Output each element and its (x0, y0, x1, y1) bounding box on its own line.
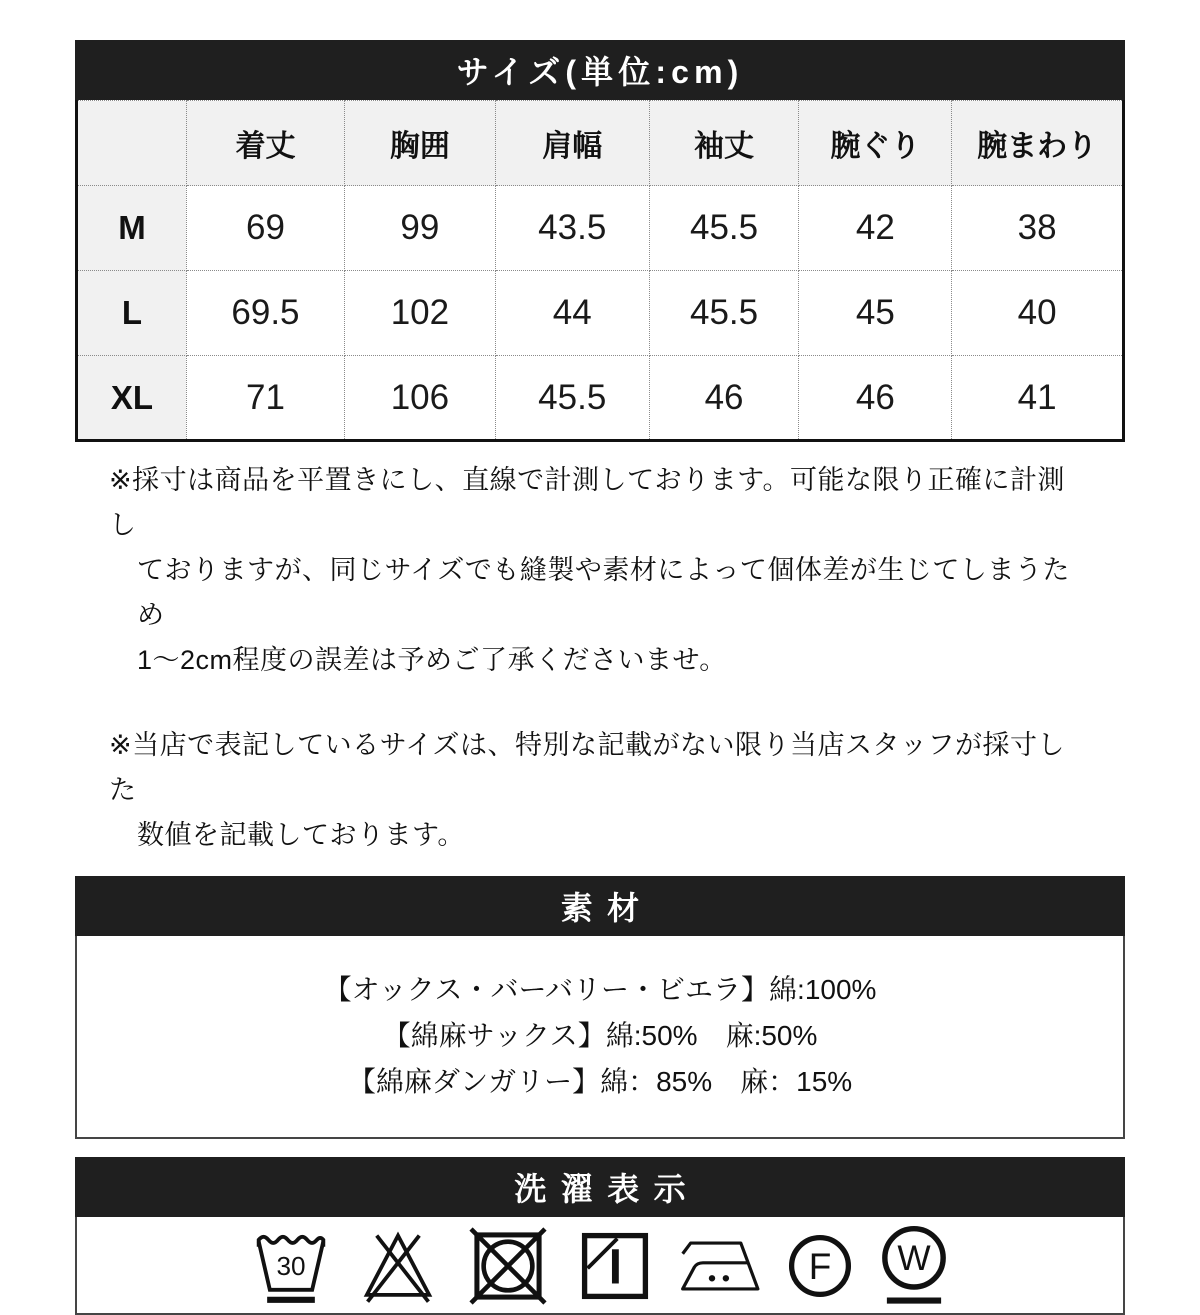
table-row-m (77, 186, 1124, 271)
size-section-title: サイズ(単位:cm) (456, 54, 744, 90)
note-line: ておりますが、同じサイズでも縫製や素材によって個体差が生じてしまうため (137, 555, 1070, 630)
note-line: 数値を記載しております。 (137, 820, 465, 850)
svg-text:F: F (808, 1245, 832, 1287)
size-table-header-row (77, 101, 1124, 186)
note-line: ※採寸は商品を平置きにし、直線で計測しております。可能な限り正確に計測し (109, 465, 1065, 540)
cell-m-arm-width: 38 (952, 186, 1124, 271)
cell-xl-sleeve: 46 (649, 356, 799, 441)
line-dry-in-shade-icon (577, 1228, 653, 1304)
svg-text:30: 30 (276, 1250, 306, 1281)
laundry-symbols-row (75, 1217, 1125, 1315)
table-row-xl (77, 356, 1124, 441)
corner-cell (77, 101, 187, 186)
material-box (75, 936, 1125, 1139)
cell-m-shoulder: 43.5 (495, 186, 649, 271)
material-line-cotton-linen-dungaree: 【綿麻ダンガリー】綿：85% 麻：15% (347, 1066, 853, 1097)
material-section (75, 876, 1125, 1139)
note-measurement-accuracy (109, 458, 1091, 683)
iron-medium-icon (680, 1239, 760, 1293)
col-header-arm-width: 腕まわり (952, 101, 1124, 186)
cell-l-sleeve: 45.5 (649, 271, 799, 356)
row-label-xl: XL (77, 356, 187, 441)
col-header-armhole: 腕ぐり (799, 101, 952, 186)
wash-30-gentle-icon (252, 1226, 330, 1306)
cell-l-shoulder: 44 (495, 271, 649, 356)
note-line: ※当店で表記しているサイズは、特別な記載がない限り当店スタッフが採寸した (109, 730, 1065, 805)
cell-m-chest: 99 (345, 186, 496, 271)
size-table (75, 100, 1125, 442)
cell-xl-armhole: 46 (799, 356, 952, 441)
note-staff-measured (109, 723, 1091, 858)
table-row-l (77, 271, 1124, 356)
size-section-header (75, 40, 1125, 100)
row-label-l: L (77, 271, 187, 356)
cell-l-body-length: 69.5 (186, 271, 344, 356)
cell-xl-arm-width: 41 (952, 356, 1124, 441)
col-header-shoulder: 肩幅 (495, 101, 649, 186)
cell-xl-chest: 106 (345, 356, 496, 441)
do-not-tumble-dry-icon (466, 1224, 550, 1308)
laundry-section (75, 1157, 1125, 1315)
laundry-section-header (75, 1157, 1125, 1217)
svg-text:W: W (897, 1238, 931, 1278)
cell-xl-body-length: 71 (186, 356, 344, 441)
cell-xl-shoulder: 45.5 (495, 356, 649, 441)
col-header-chest: 胸囲 (345, 101, 496, 186)
wet-clean-gentle-icon (880, 1226, 948, 1306)
material-section-title: 素材 (560, 890, 654, 926)
col-header-sleeve: 袖丈 (649, 101, 799, 186)
cell-m-body-length: 69 (186, 186, 344, 271)
cell-l-arm-width: 40 (952, 271, 1124, 356)
dry-clean-petroleum-icon (787, 1233, 853, 1299)
material-line-cotton-linen-saxe: 【綿麻サックス】綿:50% 麻:50% (382, 1020, 818, 1051)
material-line-ox-burberry-viyella: 【オックス・バーバリー・ビエラ】綿:100% (323, 974, 877, 1005)
measurement-notes (75, 458, 1125, 858)
cell-l-chest: 102 (345, 271, 496, 356)
material-section-header (75, 876, 1125, 936)
laundry-section-title: 洗濯表示 (514, 1171, 700, 1207)
cell-m-sleeve: 45.5 (649, 186, 799, 271)
do-not-bleach-icon (357, 1228, 439, 1304)
cell-l-armhole: 45 (799, 271, 952, 356)
note-line: 1〜2cm程度の誤差は予めご了承くださいませ。 (137, 645, 727, 675)
row-label-m: M (77, 186, 187, 271)
col-header-body-length: 着丈 (186, 101, 344, 186)
cell-m-armhole: 42 (799, 186, 952, 271)
